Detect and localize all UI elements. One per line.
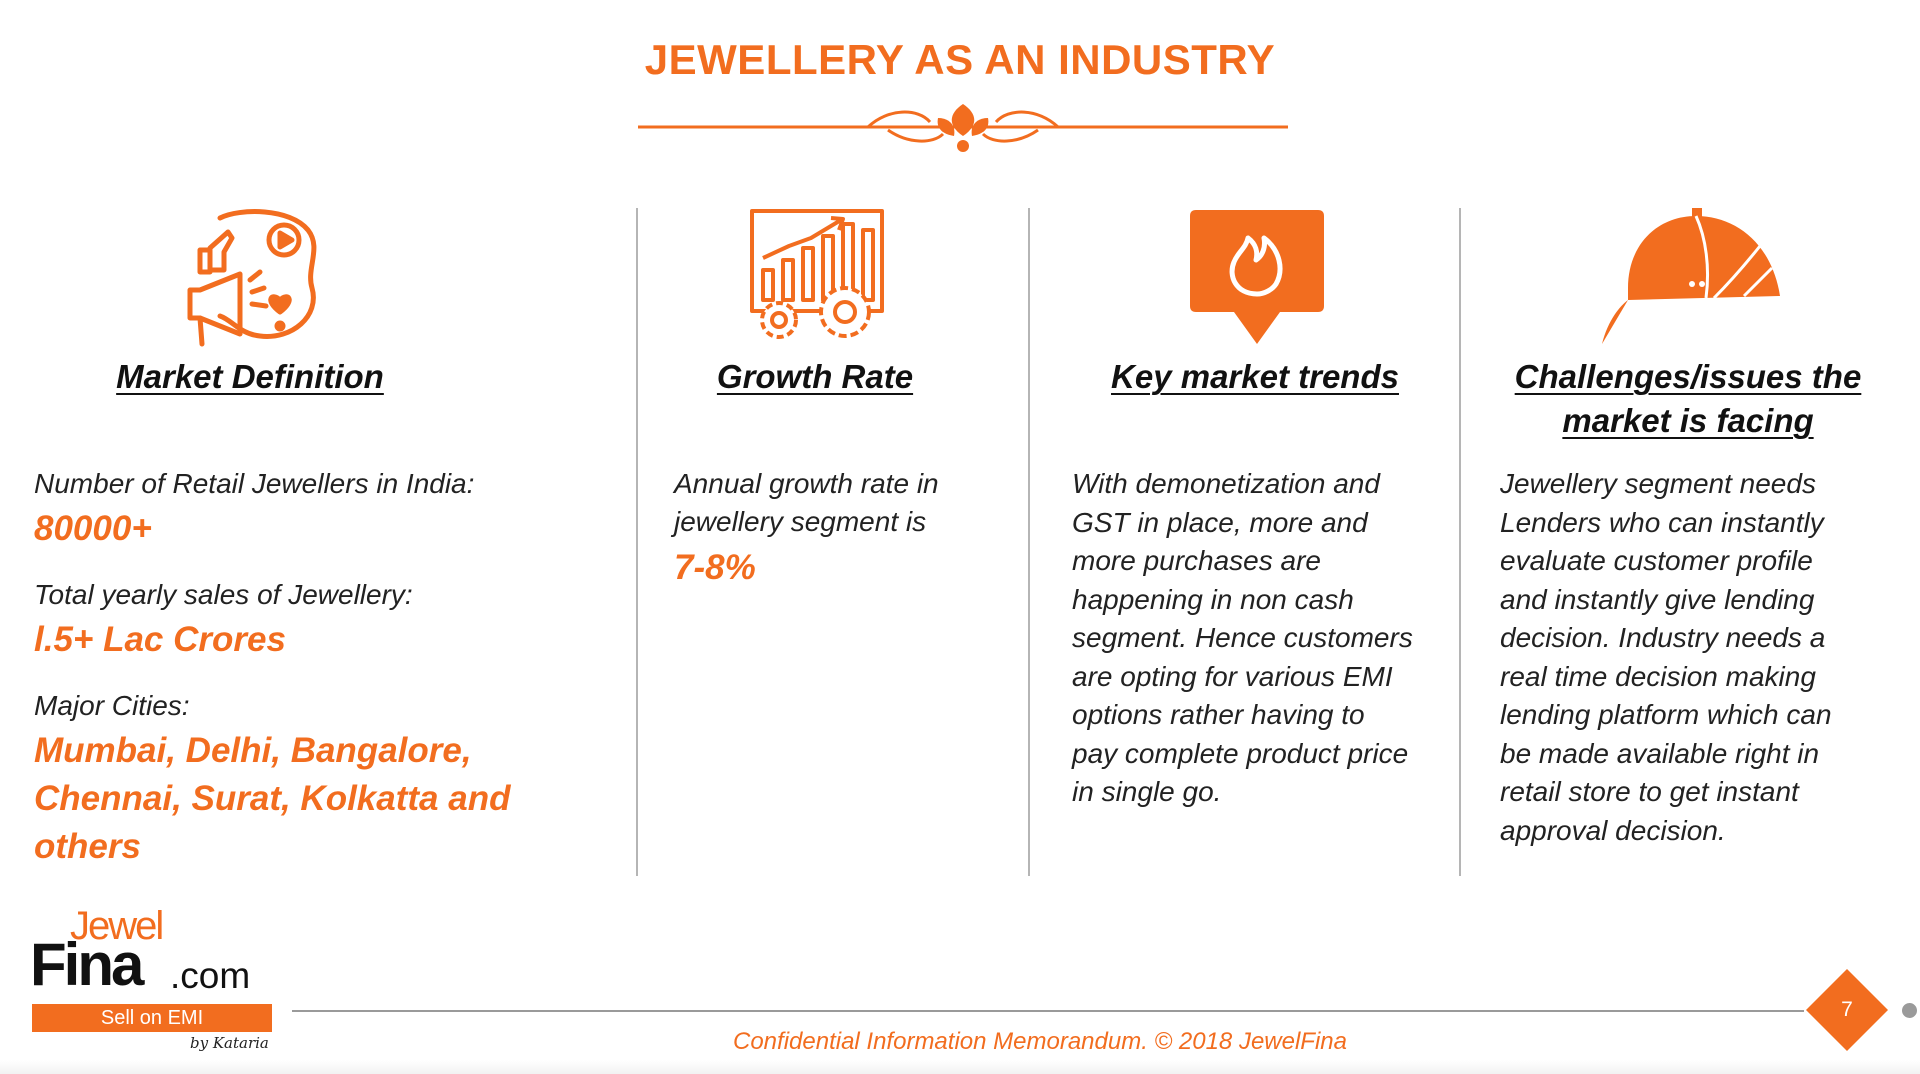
column-divider	[1459, 208, 1461, 876]
growth-rate-label: Annual growth rate in jewellery segment is	[674, 468, 939, 537]
jewelfina-logo	[30, 904, 275, 1052]
yearly-sales-label: Total yearly sales of Jewellery:	[34, 579, 413, 610]
bottom-shadow	[0, 1060, 1920, 1074]
footer-line	[292, 1010, 1804, 1012]
growth-rate-value: 7-8%	[674, 548, 756, 587]
slide-title: JEWELLERY AS AN INDUSTRY	[644, 36, 1276, 83]
challenges-text: Jewellery segment needs Lenders who can instantly evaluate customer profile and instantly give lending decision. Industry needs a real time decision making lending platform which can be made available right in retail store to get instant approval decision.	[1500, 468, 1832, 846]
key-market-trends-heading: Key market trends	[1111, 358, 1399, 395]
major-cities-label: Major Cities:	[34, 690, 190, 721]
title-ornament	[638, 100, 1288, 156]
growth-chart-gears-icon	[749, 208, 885, 344]
logo-tagline: Sell on EMI	[32, 1004, 272, 1032]
retail-jewellers-value: 80000+	[34, 509, 152, 548]
logo-fina-text: Fina	[30, 931, 142, 998]
logo-jewel-text: Jewel	[70, 904, 163, 948]
challenges-heading: Challenges/issues the market is facing	[1514, 358, 1862, 439]
column-divider	[636, 208, 638, 876]
helmet-icon	[1594, 208, 1782, 346]
page-number: 7	[1841, 998, 1853, 1021]
column-divider	[1028, 208, 1030, 876]
market-definition-heading: Market Definition	[116, 358, 384, 395]
flame-trend-icon	[1188, 208, 1326, 344]
footer-line-end-dot	[1902, 1003, 1917, 1018]
growth-rate-heading: Growth Rate	[716, 358, 914, 395]
footer-confidential-text: Confidential Information Memorandum. © 2018 JewelFina	[733, 1028, 1347, 1055]
megaphone-social-icon	[180, 208, 322, 348]
yearly-sales-value: l.5+ Lac Crores	[34, 620, 286, 659]
key-market-trends-text: With demonetization and GST in place, more and more purchases are happening in non cash segment. Hence customers are opting for various EMI options rather having to pay complete product price in single go.	[1072, 468, 1413, 807]
retail-jewellers-label: Number of Retail Jewellers in India:	[34, 468, 475, 499]
major-cities-value: Mumbai, Delhi, Bangalore, Chennai, Surat, Kolkatta and others	[34, 731, 511, 866]
logo-by-text: by Kataria	[190, 1034, 269, 1052]
logo-dotcom-text: .com	[170, 955, 251, 996]
